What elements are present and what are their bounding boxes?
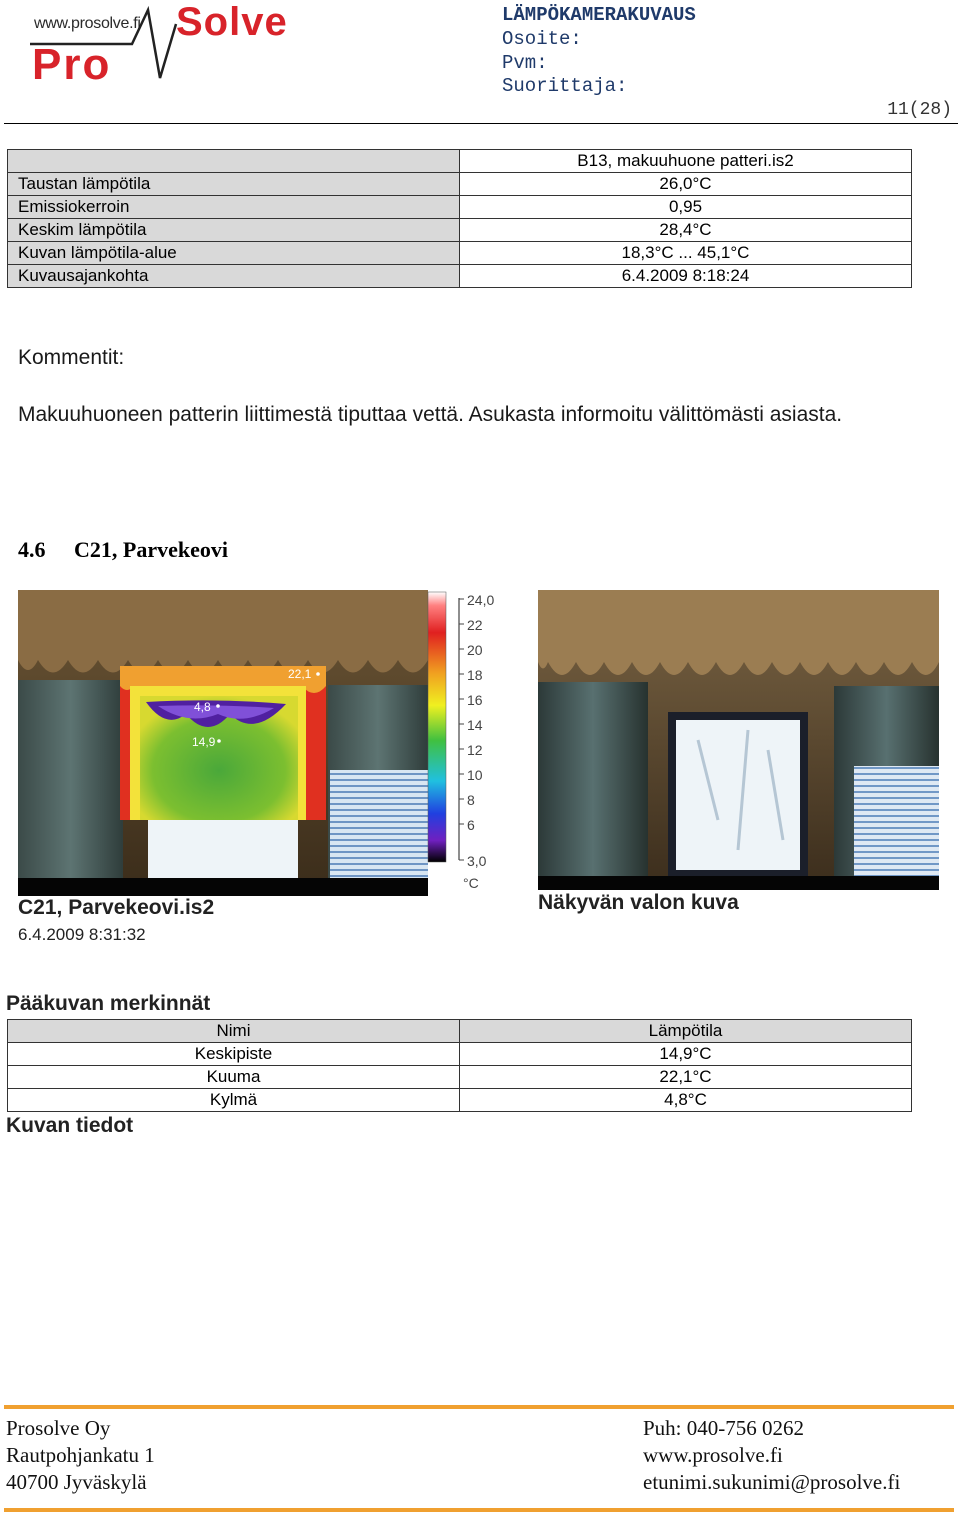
header-divider <box>4 123 958 124</box>
image-info-table <box>7 149 912 288</box>
table-row <box>8 242 912 265</box>
section-title: C21, Parvekeovi <box>74 537 228 562</box>
table-label-cell: Keskim lämpötila <box>8 219 460 242</box>
scale-tick-label: 22 <box>467 617 483 633</box>
header-osoite: Osoite: <box>502 28 582 50</box>
marker-name-cell: Kylmä <box>8 1089 460 1112</box>
scale-tick-label: 16 <box>467 692 483 708</box>
marker-temp-cell: 22,1°C <box>460 1066 912 1089</box>
column-header: Lämpötila <box>460 1020 912 1043</box>
table-value-cell: 28,4°C <box>460 219 912 242</box>
scale-unit: °C <box>463 875 479 891</box>
footer-contact <box>643 1415 900 1496</box>
table-label-cell: Kuvan lämpötila-alue <box>8 242 460 265</box>
footer-web-link[interactable]: www.prosolve.fi <box>643 1443 783 1467</box>
spot-center-label: 14,9 <box>192 735 216 749</box>
footer-city: 40700 Jyväskylä <box>6 1470 147 1494</box>
table-label-cell: Kuvausajankohta <box>8 265 460 288</box>
table-label-cell: Taustan lämpötila <box>8 173 460 196</box>
table-row <box>8 1066 912 1089</box>
table-row <box>8 150 912 173</box>
thermal-image-caption: C21, Parvekeovi.is2 <box>18 896 215 919</box>
footer-top-rule <box>4 1405 954 1409</box>
marker-temp-cell: 4,8°C <box>460 1089 912 1112</box>
header-suorittaja: Suorittaja: <box>502 75 628 97</box>
table-value-cell: 6.4.2009 8:18:24 <box>460 265 912 288</box>
marker-name-cell: Kuuma <box>8 1066 460 1089</box>
footer-street: Rautpohjankatu 1 <box>6 1443 155 1467</box>
thermal-image <box>18 590 428 896</box>
scale-tick-label: 8 <box>467 792 475 808</box>
visible-image-caption: Näkyvän valon kuva <box>538 891 739 914</box>
comments-heading: Kommentit: <box>18 346 125 369</box>
logo-site-text: www.prosolve.fi <box>34 15 141 32</box>
scale-tick-label: 3,0 <box>467 853 487 869</box>
footer-company: Prosolve Oy <box>6 1416 111 1440</box>
logo-pro-text: Pro <box>32 40 112 89</box>
table-value-cell: 26,0°C <box>460 173 912 196</box>
footer-address <box>6 1415 155 1496</box>
page-number: 11(28) <box>887 100 952 120</box>
scale-tick-label: 18 <box>467 667 483 683</box>
table-label-cell: Emissiokerroin <box>8 196 460 219</box>
table-row <box>8 219 912 242</box>
table-cell <box>8 150 460 173</box>
logo-pulse-icon <box>30 4 190 84</box>
section-heading <box>18 537 228 563</box>
footer-phone: Puh: 040-756 0262 <box>643 1416 805 1440</box>
scale-tick-label: 14 <box>467 717 483 733</box>
temperature-scale <box>426 588 506 894</box>
section-number: 4.6 <box>18 537 46 562</box>
marker-name-cell: Keskipiste <box>8 1043 460 1066</box>
scale-tick-label: 6 <box>467 817 475 833</box>
table-header-row <box>8 1020 912 1043</box>
scale-tick-group <box>459 592 494 869</box>
scale-tick-label: 12 <box>467 742 483 758</box>
visible-light-image <box>538 590 939 890</box>
spot-hot-label: 22,1 <box>288 667 312 681</box>
thermal-image-date: 6.4.2009 8:31:32 <box>18 925 146 944</box>
column-header: Nimi <box>8 1020 460 1043</box>
marker-temp-cell: 14,9°C <box>460 1043 912 1066</box>
header-pvm: Pvm: <box>502 52 548 74</box>
logo-solve-text: Solve <box>176 0 288 44</box>
spot-cold-label: 4,8 <box>194 700 211 714</box>
scale-tick-label: 10 <box>467 767 483 783</box>
markers-heading: Pääkuvan merkinnät <box>6 992 211 1015</box>
image-details-heading: Kuvan tiedot <box>6 1114 134 1137</box>
document-title: LÄMPÖKAMERAKUVAUS <box>502 4 696 26</box>
table-row <box>8 1089 912 1112</box>
file-name-cell: B13, makuuhuone patteri.is2 <box>460 150 912 173</box>
table-row <box>8 265 912 288</box>
markers-table <box>7 1019 912 1112</box>
table-row <box>8 173 912 196</box>
footer-bottom-rule <box>4 1508 954 1512</box>
table-row <box>8 1043 912 1066</box>
table-value-cell: 0,95 <box>460 196 912 219</box>
table-row <box>8 196 912 219</box>
scale-tick-label: 24,0 <box>467 592 495 608</box>
comments-text: Makuuhuoneen patterin liittimestä tiputtaa vettä. Asukasta informoitu välittömästi asiasta. <box>18 403 843 426</box>
table-value-cell: 18,3°C ... 45,1°C <box>460 242 912 265</box>
footer-email-link[interactable]: etunimi.sukunimi@prosolve.fi <box>643 1470 901 1494</box>
scale-tick-label: 20 <box>467 642 483 658</box>
